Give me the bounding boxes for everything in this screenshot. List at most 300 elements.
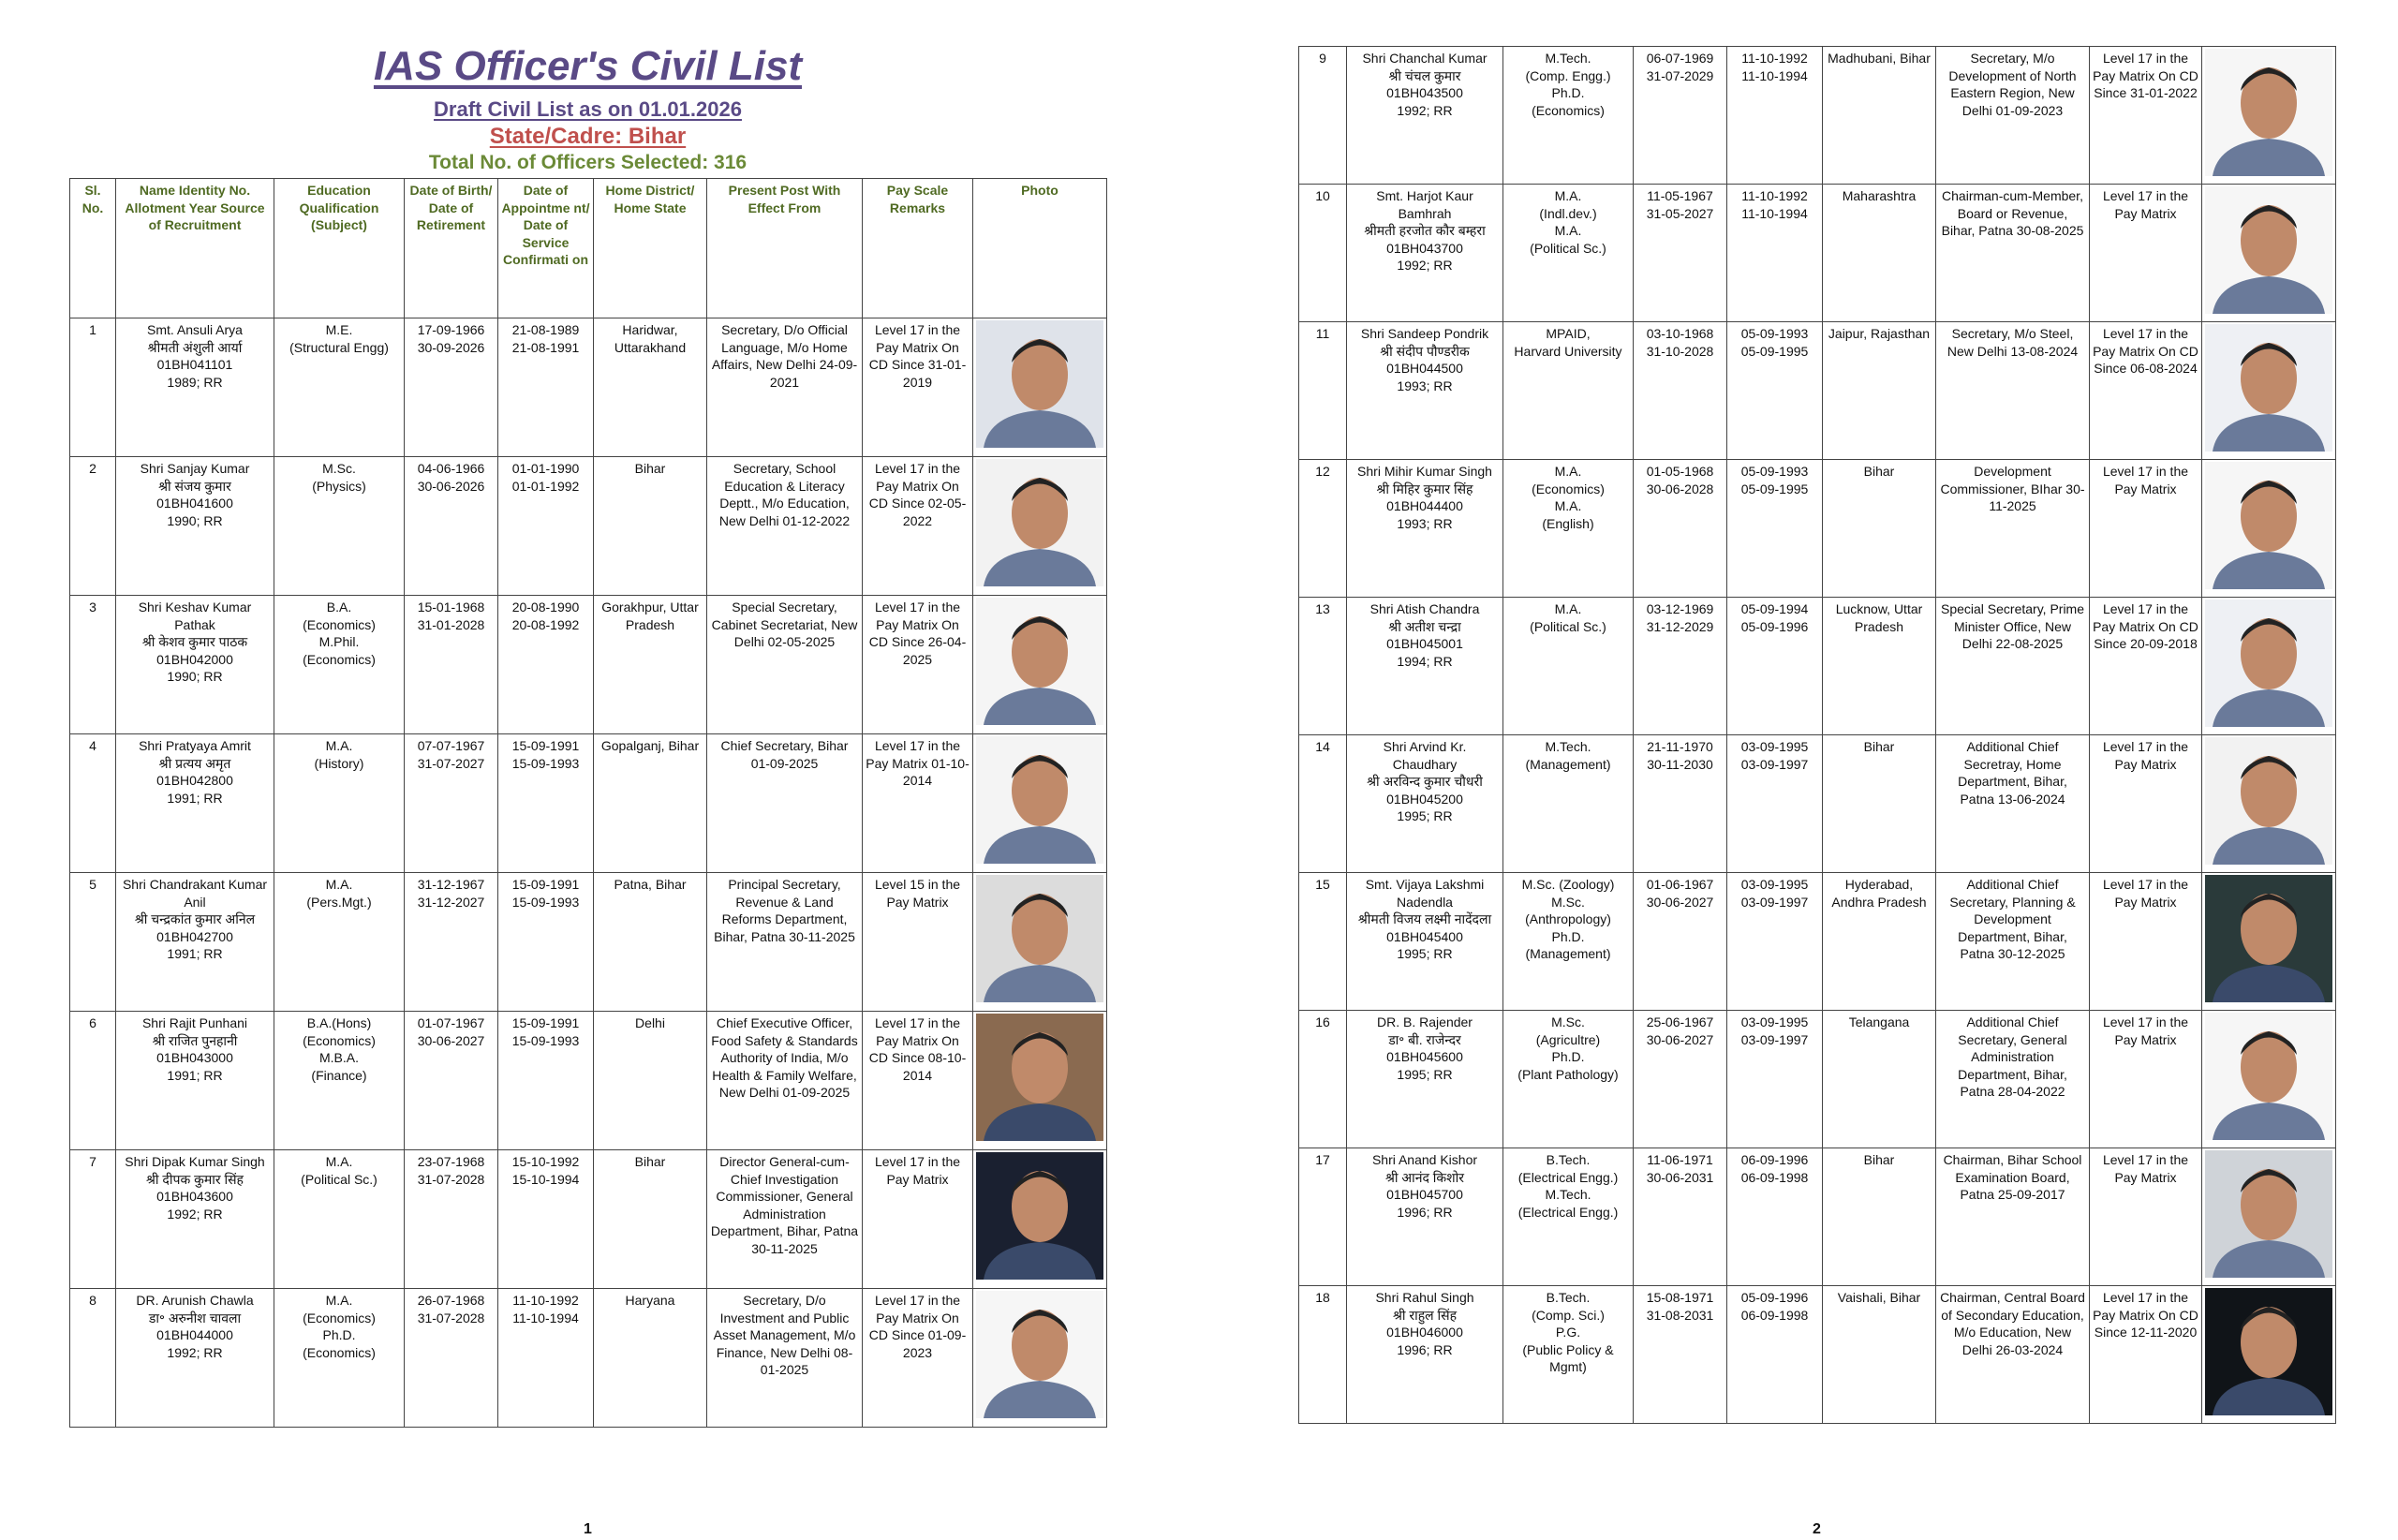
education-line: B.A.(Hons) — [306, 1015, 372, 1030]
photo-cell — [973, 1289, 1107, 1428]
table-row — [70, 1289, 1107, 1428]
dob-retirement-line: 30-09-2026 — [417, 339, 485, 355]
officer-name-line: DR. B. Rajender — [1377, 1014, 1473, 1029]
dob-retirement — [405, 873, 498, 1012]
officer-name — [116, 1150, 274, 1289]
photo-cell — [973, 1012, 1107, 1150]
dob-retirement — [1634, 873, 1727, 1011]
column-header-sl-no: Sl. No. — [70, 179, 116, 318]
sl-no: 16 — [1299, 1011, 1347, 1148]
dob-retirement — [1634, 1286, 1727, 1424]
sl-no: 5 — [70, 873, 116, 1012]
dob-retirement — [1634, 1148, 1727, 1286]
appointment-confirmation-line: 15-09-1991 — [511, 1015, 580, 1030]
table-row — [70, 873, 1107, 1012]
photo-cell — [2202, 598, 2336, 735]
education-line: M.Sc. — [1551, 1014, 1585, 1029]
dob-retirement-line: 21-11-1970 — [1647, 739, 1713, 754]
present-post: Additional Chief Secretary, General Administration Department, Bihar, Patna 28-04-2022 — [1936, 1011, 2090, 1148]
education-line: Ph.D. — [1551, 928, 1585, 944]
sl-no: 3 — [70, 596, 116, 734]
officer-name — [116, 1012, 274, 1150]
officer-table-page-2 — [1298, 46, 2336, 1424]
pay-scale: Level 17 in the Pay Matrix On CD Since 08-10-2014 — [863, 1012, 973, 1150]
education — [1503, 735, 1634, 873]
education-line: (Economics) — [1532, 481, 1605, 496]
appointment-confirmation-line: 11-10-1994 — [512, 1310, 579, 1325]
appointment-confirmation — [498, 457, 594, 596]
officer-photo — [976, 1014, 1103, 1141]
officer-photo — [976, 736, 1103, 864]
photo-cell — [2202, 47, 2336, 185]
sl-no: 9 — [1299, 47, 1347, 185]
sl-no: 17 — [1299, 1148, 1347, 1286]
table-header-row — [70, 179, 1107, 318]
officer-name-line: 1995; RR — [1397, 808, 1453, 823]
home-state: Hyderabad, Andhra Pradesh — [1823, 873, 1936, 1011]
officer-name-line: 1992; RR — [167, 1206, 223, 1222]
pay-scale: Level 17 in the Pay Matrix On CD Since 31-01-2019 — [863, 318, 973, 457]
appointment-confirmation-line: 06-09-1998 — [1740, 1307, 1809, 1323]
table-row — [1299, 1011, 2336, 1148]
column-header-home-state: Home District/ Home State — [594, 179, 707, 318]
dob-retirement — [405, 318, 498, 457]
officer-name — [116, 734, 274, 873]
education — [1503, 185, 1634, 322]
officer-name — [116, 318, 274, 457]
appointment-confirmation-line: 05-09-1996 — [1740, 618, 1809, 634]
dob-retirement-line: 31-10-2028 — [1646, 343, 1714, 359]
officer-name — [1347, 185, 1503, 322]
table-row — [70, 596, 1107, 734]
present-post: Special Secretary, Cabinet Secretariat, New Delhi 02-05-2025 — [707, 596, 863, 734]
officer-photo — [2205, 49, 2332, 176]
education — [1503, 1148, 1634, 1286]
sl-no: 1 — [70, 318, 116, 457]
officer-name-line: 01BH042800 — [156, 773, 233, 788]
sl-no: 11 — [1299, 322, 1347, 460]
dob-retirement — [1634, 598, 1727, 735]
photo-cell — [973, 734, 1107, 873]
officer-photo — [2205, 186, 2332, 314]
appointment-confirmation-line: 11-10-1992 — [512, 1293, 579, 1308]
dob-retirement-line: 17-09-1966 — [417, 322, 485, 337]
officer-name-line: Shri Chanchal Kumar — [1362, 51, 1488, 66]
education-line: (Finance) — [311, 1067, 367, 1083]
appointment-confirmation-line: 06-09-1998 — [1740, 1169, 1809, 1185]
education-line: (Economics) — [303, 1032, 376, 1048]
education-line: M.Tech. — [1545, 1187, 1591, 1202]
officer-name-line: 01BH045700 — [1386, 1187, 1463, 1202]
table-row — [1299, 1286, 2336, 1424]
appointment-confirmation — [1727, 873, 1823, 1011]
pay-scale: Level 17 in the Pay Matrix — [2090, 185, 2202, 322]
officer-name-line: श्री चन्द्रकांत कुमार अनिल — [134, 911, 256, 926]
officer-name-line: 01BH045400 — [1386, 928, 1463, 944]
education-line: (Economics) — [303, 1344, 376, 1360]
home-state: Delhi — [594, 1012, 707, 1150]
education — [274, 873, 405, 1012]
pay-scale: Level 17 in the Pay Matrix On CD Since 02-05-2022 — [863, 457, 973, 596]
education — [1503, 322, 1634, 460]
education-line: M.Phil. — [318, 634, 360, 649]
appointment-confirmation — [498, 873, 594, 1012]
officer-name — [1347, 1286, 1503, 1424]
dob-retirement — [1634, 460, 1727, 598]
education — [1503, 1011, 1634, 1148]
present-post: Secretary, School Education & Literacy Deptt., M/o Education, New Delhi 01-12-2022 — [707, 457, 863, 596]
education — [274, 1012, 405, 1150]
officer-name-line: 1991; RR — [167, 790, 223, 806]
officer-name — [1347, 322, 1503, 460]
table-row — [70, 1012, 1107, 1150]
pay-scale: Level 17 in the Pay Matrix 01-10-2014 — [863, 734, 973, 873]
officer-name-line: श्री आनंद किशोर — [1384, 1169, 1465, 1185]
present-post: Special Secretary, Prime Minister Office, New Delhi 22-08-2025 — [1936, 598, 2090, 735]
officer-name-line: श्रीमती अंशुली आर्या — [147, 339, 243, 355]
appointment-confirmation-line: 15-09-1993 — [511, 894, 580, 910]
education — [274, 1150, 405, 1289]
appointment-confirmation-line: 11-10-1994 — [1741, 67, 1808, 83]
officer-name-line: Smt. Harjot Kaur Bamhrah — [1376, 188, 1473, 221]
officer-table-page-1 — [69, 178, 1107, 1428]
officer-name-line: श्री अरविन्द कुमार चौधरी — [1367, 774, 1483, 789]
education — [1503, 47, 1634, 185]
present-post: Chairman-cum-Member, Board or Revenue, Bihar, Patna 30-08-2025 — [1936, 185, 2090, 322]
home-state: Gopalganj, Bihar — [594, 734, 707, 873]
dob-retirement-line: 04-06-1966 — [417, 461, 485, 476]
dob-retirement-line: 31-12-1967 — [417, 877, 485, 892]
present-post: Additional Chief Secretary, Planning & Development Department, Bihar, Patna 30-12-2025 — [1936, 873, 2090, 1011]
education-line: M.Sc. — [1551, 894, 1585, 910]
dob-retirement-line: 26-07-1968 — [417, 1293, 485, 1308]
officer-name-line: 01BH043600 — [156, 1189, 233, 1204]
column-header-name: Name Identity No. Allotment Year Source of Recruitment — [116, 179, 274, 318]
education-line: M.A. — [325, 1293, 353, 1308]
officer-name-line: श्री केशव कुमार पाठक — [141, 634, 248, 649]
home-state: Gorakhpur, Uttar Pradesh — [594, 596, 707, 734]
dob-retirement — [1634, 322, 1727, 460]
officer-photo — [976, 1152, 1103, 1280]
dob-retirement-line: 30-06-2027 — [1646, 894, 1714, 910]
pay-scale: Level 17 in the Pay Matrix — [2090, 1011, 2202, 1148]
dob-retirement-line: 15-01-1968 — [417, 600, 485, 615]
officer-photo — [976, 459, 1103, 586]
dob-retirement-line: 30-06-2027 — [417, 1032, 485, 1048]
education-line: M.A. — [1554, 464, 1582, 479]
present-post: Chief Secretary, Bihar 01-09-2025 — [707, 734, 863, 873]
column-header-photo: Photo — [973, 179, 1107, 318]
officer-photo — [2205, 875, 2332, 1002]
officer-name-line: 01BH043700 — [1386, 240, 1463, 256]
education-line: (Economics) — [303, 651, 376, 667]
sl-no: 13 — [1299, 598, 1347, 735]
photo-cell — [973, 596, 1107, 734]
sl-no: 8 — [70, 1289, 116, 1428]
education-line: M.E. — [325, 322, 353, 337]
dob-retirement-line: 30-06-2026 — [417, 478, 485, 494]
education — [1503, 460, 1634, 598]
pay-scale: Level 17 in the Pay Matrix — [863, 1150, 973, 1289]
appointment-confirmation-line: 03-09-1995 — [1740, 877, 1809, 892]
officer-name-line: डा॰ अरुनीश चावला — [148, 1310, 242, 1325]
appointment-confirmation-line: 15-10-1994 — [511, 1171, 580, 1187]
present-post: Chairman, Central Board of Secondary Education, M/o Education, New Delhi 26-03-2024 — [1936, 1286, 2090, 1424]
dob-retirement-line: 23-07-1968 — [417, 1154, 485, 1169]
education-line: (Political Sc.) — [1530, 618, 1606, 634]
dob-retirement-line: 06-07-1969 — [1646, 51, 1714, 66]
appointment-confirmation — [1727, 1148, 1823, 1286]
education — [274, 734, 405, 873]
dob-retirement-line: 30-06-2031 — [1646, 1169, 1714, 1185]
education-line: (Anthropology) — [1525, 911, 1611, 926]
table-row — [1299, 47, 2336, 185]
dob-retirement-line: 31-07-2028 — [417, 1310, 485, 1325]
education — [274, 457, 405, 596]
education-line: (Economics) — [303, 616, 376, 632]
appointment-confirmation-line: 01-01-1992 — [511, 478, 580, 494]
officer-name-line: Shri Chandrakant Kumar Anil — [122, 877, 268, 910]
officer-name-line: Shri Arvind Kr. Chaudhary — [1383, 739, 1467, 772]
education-line: (Electrical Engg.) — [1517, 1204, 1619, 1220]
dob-retirement-line: 31-07-2027 — [417, 755, 485, 771]
dob-retirement-line: 31-08-2031 — [1646, 1307, 1714, 1323]
sl-no: 18 — [1299, 1286, 1347, 1424]
present-post: Development Commissioner, BIhar 30-11-2025 — [1936, 460, 2090, 598]
pay-scale: Level 17 in the Pay Matrix On CD Since 06-08-2024 — [2090, 322, 2202, 460]
photo-cell — [973, 873, 1107, 1012]
officer-name-line: Shri Atish Chandra — [1369, 601, 1480, 616]
officer-name-line: 1995; RR — [1397, 1066, 1453, 1082]
pay-scale: Level 17 in the Pay Matrix On CD Since 12-11-2020 — [2090, 1286, 2202, 1424]
officer-photo — [2205, 600, 2332, 727]
dob-retirement-line: 15-08-1971 — [1646, 1290, 1714, 1305]
education-line: (Economics) — [303, 1310, 376, 1325]
column-header-dob-retirement: Date of Birth/ Date of Retirement — [405, 179, 498, 318]
appointment-confirmation — [498, 1289, 594, 1428]
dob-retirement-line: 31-01-2028 — [417, 616, 485, 632]
officer-name — [1347, 1011, 1503, 1148]
photo-cell — [2202, 185, 2336, 322]
education-line: (Indl.dev.) — [1539, 205, 1597, 221]
officer-name-line: श्री मिहिर कुमार सिंह — [1376, 481, 1473, 496]
officer-photo — [2205, 324, 2332, 452]
education-line: M.A. — [1554, 188, 1582, 203]
home-state: Patna, Bihar — [594, 873, 707, 1012]
dob-retirement-line: 01-07-1967 — [417, 1015, 485, 1030]
document-title: IAS Officer's Civil List — [373, 43, 803, 89]
home-state: Lucknow, Uttar Pradesh — [1823, 598, 1936, 735]
column-header-present-post: Present Post With Effect From — [707, 179, 863, 318]
officer-name-line: डा॰ बी. राजेन्दर — [1388, 1031, 1461, 1047]
officer-name — [116, 873, 274, 1012]
officer-name-line: श्री प्रत्यय अमृत — [158, 755, 231, 771]
education-line: M.B.A. — [318, 1050, 359, 1065]
officer-name-line: 01BH041600 — [156, 496, 233, 511]
dob-retirement — [1634, 185, 1727, 322]
table-row — [1299, 322, 2336, 460]
officer-name-line: Shri Rahul Singh — [1375, 1290, 1474, 1305]
officer-name-line: 1990; RR — [167, 512, 223, 528]
table-row — [1299, 598, 2336, 735]
home-state: Maharashtra — [1823, 185, 1936, 322]
page-number-2: 2 — [1813, 1521, 1821, 1537]
education-line: M.A. — [325, 1154, 353, 1169]
appointment-confirmation — [498, 318, 594, 457]
table-row — [1299, 735, 2336, 873]
appointment-confirmation-line: 05-09-1993 — [1740, 464, 1809, 479]
officer-name-line: DR. Arunish Chawla — [136, 1293, 254, 1308]
education-line: (English) — [1542, 515, 1594, 531]
education-line: (Public Policy & — [1522, 1341, 1614, 1357]
pay-scale: Level 15 in the Pay Matrix — [863, 873, 973, 1012]
column-header-pay-scale: Pay Scale Remarks — [863, 179, 973, 318]
photo-cell — [2202, 873, 2336, 1011]
education-line: P.G. — [1555, 1325, 1581, 1340]
officer-photo — [976, 1291, 1103, 1418]
appointment-confirmation — [1727, 460, 1823, 598]
appointment-confirmation-line: 05-09-1995 — [1740, 343, 1809, 359]
dob-retirement — [405, 1289, 498, 1428]
present-post: Additional Chief Secretray, Home Department, Bihar, Patna 13-06-2024 — [1936, 735, 2090, 873]
present-post: Director General-cum-Chief Investigation Commissioner, General Administration Department, Bihar, Patna 30-11-2025 — [707, 1150, 863, 1289]
dob-retirement-line: 07-07-1967 — [417, 738, 485, 753]
present-post: Secretary, D/o Official Language, M/o Home Affairs, New Delhi 24-09-2021 — [707, 318, 863, 457]
education-line: Ph.D. — [1551, 1049, 1585, 1064]
education-line: (Management) — [1525, 946, 1611, 961]
education-line: M.A. — [1554, 223, 1582, 238]
photo-cell — [2202, 1011, 2336, 1148]
pay-scale: Level 17 in the Pay Matrix — [2090, 735, 2202, 873]
appointment-confirmation-line: 15-09-1993 — [511, 755, 580, 771]
appointment-confirmation — [498, 596, 594, 734]
dob-retirement — [405, 734, 498, 873]
officer-name-line: 1992; RR — [167, 1344, 223, 1360]
pay-scale: Level 17 in the Pay Matrix — [2090, 460, 2202, 598]
officer-name-line: 01BH046000 — [1386, 1325, 1463, 1340]
appointment-confirmation-line: 05-09-1995 — [1740, 481, 1809, 496]
officer-name-line: Shri Sandeep Pondrik — [1360, 326, 1489, 341]
sl-no: 14 — [1299, 735, 1347, 873]
officer-name — [1347, 873, 1503, 1011]
table-row — [1299, 1148, 2336, 1286]
appointment-confirmation-line: 20-08-1990 — [511, 600, 580, 615]
education-line: (Comp. Engg.) — [1525, 67, 1611, 83]
education-line: (Electrical Engg.) — [1517, 1169, 1619, 1185]
dob-retirement-line: 03-10-1968 — [1646, 326, 1714, 341]
table-row — [1299, 185, 2336, 322]
dob-retirement-line: 11-05-1967 — [1647, 188, 1713, 203]
officer-name-line: 01BH042700 — [156, 928, 233, 944]
appointment-confirmation — [498, 1012, 594, 1150]
officer-name — [1347, 598, 1503, 735]
education-line: M.Sc. — [322, 461, 356, 476]
appointment-confirmation-line: 21-08-1989 — [511, 322, 580, 337]
dob-retirement — [1634, 47, 1727, 185]
education-line: (Political Sc.) — [1530, 240, 1606, 256]
sl-no: 15 — [1299, 873, 1347, 1011]
officer-name-line: 1993; RR — [1397, 515, 1453, 531]
dob-retirement-line: 31-12-2029 — [1646, 618, 1714, 634]
appointment-confirmation-line: 01-01-1990 — [511, 461, 580, 476]
pay-scale: Level 17 in the Pay Matrix On CD Since 31-01-2022 — [2090, 47, 2202, 185]
sl-no: 2 — [70, 457, 116, 596]
officer-name-line: 01BH043000 — [156, 1050, 233, 1065]
appointment-confirmation-line: 05-09-1996 — [1740, 1290, 1809, 1305]
photo-cell — [2202, 1148, 2336, 1286]
officer-name-line: Shri Anand Kishor — [1371, 1152, 1478, 1167]
appointment-confirmation-line: 11-10-1994 — [1741, 205, 1808, 221]
appointment-confirmation-line: 15-09-1993 — [511, 1032, 580, 1048]
officer-name-line: 1989; RR — [167, 374, 223, 390]
education-line: M.Tech. — [1545, 739, 1591, 754]
photo-cell — [973, 1150, 1107, 1289]
officer-name-line: श्री संदीप पौण्डरीक — [1380, 343, 1470, 359]
education-line: (Comp. Sci.) — [1532, 1307, 1605, 1323]
education — [274, 596, 405, 734]
column-header-education: Education Qualification (Subject) — [274, 179, 405, 318]
officer-name-line: श्री अतीश चन्द्रा — [1388, 618, 1461, 634]
education-line: B.Tech. — [1546, 1152, 1591, 1167]
appointment-confirmation-line: 05-09-1994 — [1740, 601, 1809, 616]
total-officers: Total No. of Officers Selected: 316 — [428, 152, 748, 173]
dob-retirement-line: 30-06-2027 — [1646, 1031, 1714, 1047]
officer-photo — [2205, 1013, 2332, 1140]
education — [274, 1289, 405, 1428]
officer-name-line: 1995; RR — [1397, 946, 1453, 961]
present-post: Principal Secretary, Revenue & Land Reforms Department, Bihar, Patna 30-11-2025 — [707, 873, 863, 1012]
education — [1503, 598, 1634, 735]
sl-no: 10 — [1299, 185, 1347, 322]
dob-retirement — [405, 596, 498, 734]
officer-name-line: श्री राहुल सिंह — [1392, 1307, 1458, 1323]
home-state: Haridwar, Uttarakhand — [594, 318, 707, 457]
home-state: Haryana — [594, 1289, 707, 1428]
officer-name-line: 1992; RR — [1397, 258, 1453, 273]
officer-name-line: 1991; RR — [167, 946, 223, 961]
dob-retirement-line: 03-12-1969 — [1646, 601, 1714, 616]
officer-name-line: Shri Keshav Kumar Pathak — [138, 600, 252, 632]
officer-name-line: श्रीमती विजय लक्ष्मी नादेंदला — [1357, 911, 1492, 926]
appointment-confirmation — [1727, 322, 1823, 460]
officer-name-line: 1994; RR — [1397, 653, 1453, 669]
appointment-confirmation-line: 11-10-1992 — [1741, 188, 1808, 203]
education-line: M.A. — [1554, 498, 1582, 513]
appointment-confirmation-line: 20-08-1992 — [511, 616, 580, 632]
photo-cell — [2202, 460, 2336, 598]
officer-name-line: श्रीमती हरजोत कौर बम्हरा — [1364, 223, 1486, 238]
officer-name — [1347, 735, 1503, 873]
officer-name-line: श्री चंचल कुमार — [1388, 67, 1461, 83]
appointment-confirmation-line: 03-09-1995 — [1740, 1014, 1809, 1029]
officer-photo — [976, 598, 1103, 725]
table-row — [70, 1150, 1107, 1289]
education-line: MPAID, — [1546, 326, 1591, 341]
appointment-confirmation-line: 21-08-1991 — [511, 339, 580, 355]
dob-retirement-line: 30-11-2030 — [1647, 756, 1713, 772]
officer-name-line: श्री संजय कुमार — [158, 478, 231, 494]
education-line: (Physics) — [312, 478, 366, 494]
officer-name-line: 1991; RR — [167, 1067, 223, 1083]
officer-name-line: 01BH043500 — [1386, 85, 1463, 100]
officer-photo — [976, 320, 1103, 448]
education-line: (Plant Pathology) — [1517, 1066, 1619, 1082]
present-post: Secretary, M/o Steel, New Delhi 13-08-2024 — [1936, 322, 2090, 460]
table-row — [70, 734, 1107, 873]
appointment-confirmation-line: 03-09-1997 — [1740, 756, 1809, 772]
education — [274, 318, 405, 457]
home-state: Bihar — [1823, 735, 1936, 873]
